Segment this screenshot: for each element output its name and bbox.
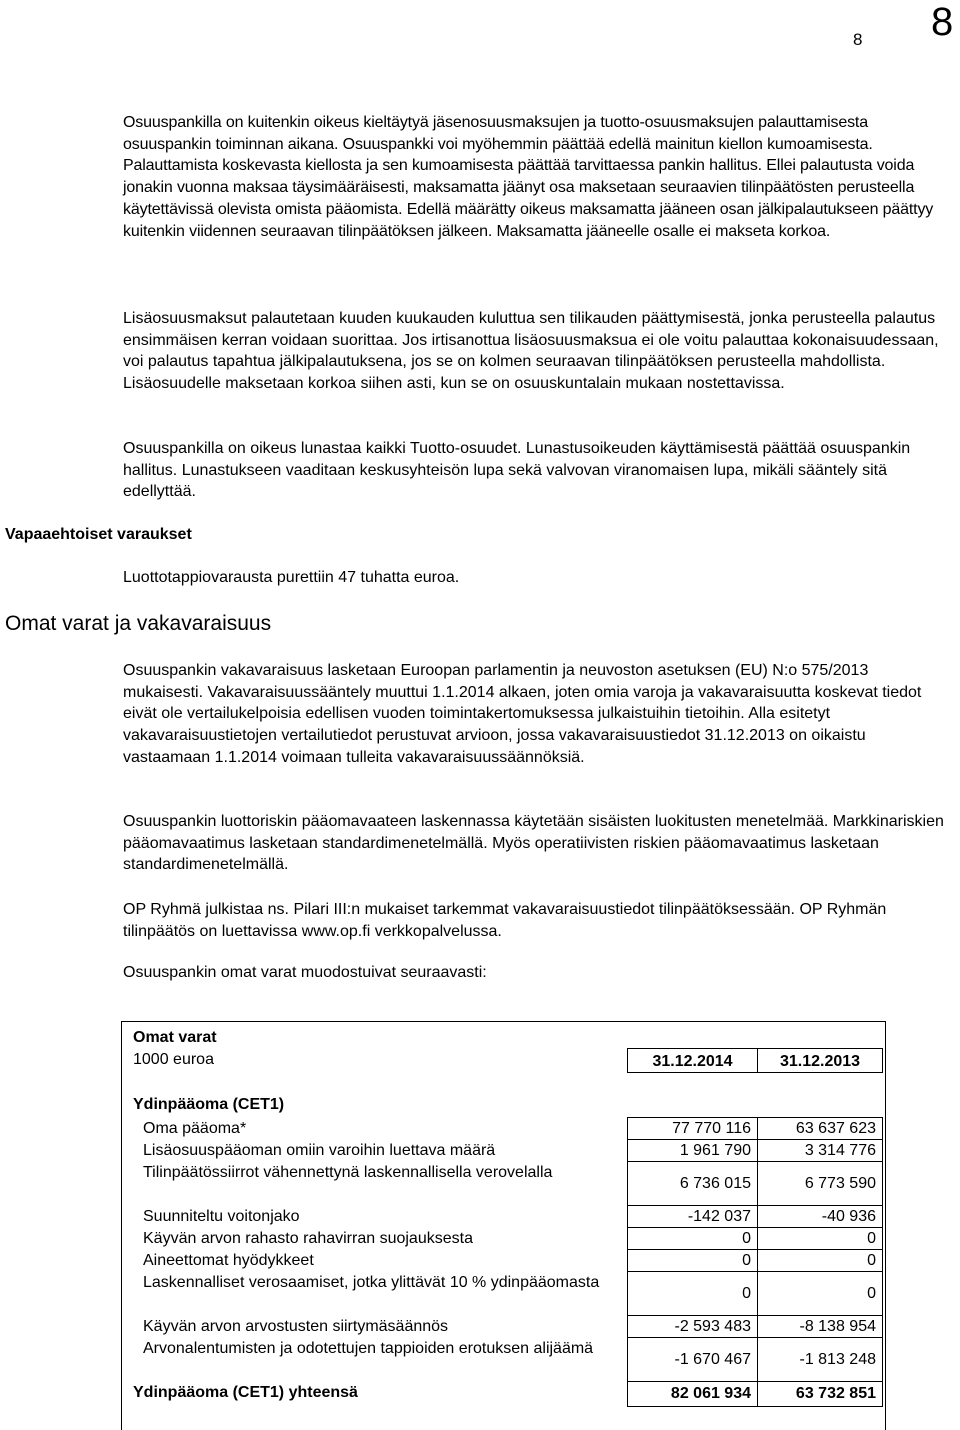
table-row-label: Tilinpäätössiirrot vähennettynä laskennallisella verovelalla xyxy=(143,1164,553,1181)
table-unit: 1000 euroa xyxy=(133,1051,214,1068)
table-cell-2014: 1 961 790 xyxy=(627,1139,758,1162)
paragraph-luottoriski: Osuuspankin luottoriskin pääomavaateen laskennassa käytetään sisäisten luokitusten menetelmää. Markkinariskien pääomavaatimus lasketaan standardimenetelmällä. Myös operatiivisten riskien pääomavaatimus lasketaan standardimenetelmällä. xyxy=(123,813,944,874)
paragraph-tuotto-osuudet: Osuuspankilla on oikeus lunastaa kaikki Tuotto-osuudet. Lunastusoikeuden käyttämisestä päättää osuuspankin hallitus. Lunastukseen vaaditaan keskusyhteisön lupa sekä valvovan viranomaisen lupa, mikäli sääntely sitä edellyttää. xyxy=(123,440,911,501)
paragraph-omat-varat-intro: Osuuspankin omat varat muodostuivat seuraavasti: xyxy=(123,964,487,981)
table-cell-2014: 82 061 934 xyxy=(627,1381,758,1407)
table-title: Omat varat xyxy=(133,1029,217,1046)
table-cell-2014: -142 037 xyxy=(627,1205,758,1228)
paragraph-luottotappiovaraus: Luottotappiovarausta purettiin 47 tuhatta euroa. xyxy=(123,569,460,586)
paragraph-palautus-kielto: Osuuspankilla on kuitenkin oikeus kieltäytyä jäsenosuusmaksujen ja tuotto-osuusmaksujen palauttamisesta osuuspankin toiminnan aikana. Osuuspankki voi myöhemmin päättää edellä mainitun kiellon kumoamisesta. Palauttamista koskevasta kiellosta ja sen kumoamisesta päättää tarvittaessa pankin hallitus. Ellei palautusta voida jonakin vuonna maksaa täysimääräisesti, maksamatta jäänyt osa maksetaan seuraavien tilinpäätösten perusteella käytettävissä olevista omista pääomista. Edellä määrätty oikeus maksamatta jääneen osan jälkipalautukseen päättyy kuitenkin viidennen seuraavan tilinpäätöksen jälkeen. Maksamatta jääneelle osalle ei makseta korkoa. xyxy=(123,114,934,240)
page-number-small: 8 xyxy=(853,30,863,49)
paragraph-vakavaraisuus: Osuuspankin vakavaraisuus lasketaan Euroopan parlamentin ja neuvoston asetuksen (EU) N:o 575/2013 mukaisesti. Vakavaraisuussääntely muuttui 1.1.2014 alkaen, joten omia varoja ja vakavaraisuutta koskevat tiedot eivät ole vertailukelpoisia edellisen vuoden toimintakertomuksessa julkaistuihin tietoihin. Alla esitetyt vakavaraisuustietojen vertailutiedot perustuvat arvioon, jossa vakavaraisuustiedot 31.12.2013 on oikaistu vastaamaan 1.1.2014 voimaan tulleita vakavaraisuussäännöksiä. xyxy=(123,662,922,766)
table-cell-2013: -1 813 248 xyxy=(757,1337,883,1382)
table-row-label: Lisäosuuspääoman omiin varoihin luettava määrä xyxy=(143,1142,496,1159)
table-row-label: Suunniteltu voitonjako xyxy=(143,1208,300,1225)
page-number-large: 8 xyxy=(931,0,954,44)
table-cell-2014: 0 xyxy=(627,1271,758,1316)
table-row-label: Laskennalliset verosaamiset, jotka ylittävät 10 % ydinpääomasta xyxy=(143,1274,600,1291)
table-cell-2013: 0 xyxy=(757,1271,883,1316)
table-row-label: Käyvän arvon arvostusten siirtymäsäännös xyxy=(143,1318,449,1335)
table-cell-2013: 0 xyxy=(757,1227,883,1250)
table-cell-2013: 6 773 590 xyxy=(757,1161,883,1206)
table-cell-2013: 63 732 851 xyxy=(757,1381,883,1407)
table-cell-2014: 77 770 116 xyxy=(627,1117,758,1140)
heading-omat-varat: Omat varat ja vakavaraisuus xyxy=(5,612,272,635)
paragraph-lisaosuusmaksut: Lisäosuusmaksut palautetaan kuuden kuukauden kuluttua sen tilikauden päättymisestä, jonka perusteella palautus ensimmäisen kerran voidaan suorittaa. Jos irtisanottua lisäosuusmaksua ei ole voitu palauttaa kokonaisuudessaan, voi palautus tapahtua jälkipalautuksena, jos se on kolmen seuraavan tilinpäätöksen perusteella mahdollista. Lisäosuudelle maksetaan korkoa siihen asti, kun se on osuuskuntalain mukaan nostettavissa. xyxy=(123,310,939,393)
table-row-label: Oma pääoma* xyxy=(143,1120,247,1137)
column-header-2014: 31.12.2014 xyxy=(627,1048,758,1073)
heading-vapaaehtoiset-varaukset: Vapaaehtoiset varaukset xyxy=(5,526,192,543)
table-row-label: Arvonalentumisten ja odotettujen tappioiden erotuksen alijäämä xyxy=(143,1340,594,1357)
table-cell-2013: 0 xyxy=(757,1249,883,1272)
table-cell-2014: -1 670 467 xyxy=(627,1337,758,1382)
column-header-2013: 31.12.2013 xyxy=(757,1048,883,1073)
table-row-label: Käyvän arvon rahasto rahavirran suojauksesta xyxy=(143,1230,473,1247)
table-cell-2014: -2 593 483 xyxy=(627,1315,758,1338)
table-row-label: Aineettomat hyödykkeet xyxy=(143,1252,314,1269)
table-cell-2014: 0 xyxy=(627,1227,758,1250)
table-cell-2013: -8 138 954 xyxy=(757,1315,883,1338)
table-cell-2014: 0 xyxy=(627,1249,758,1272)
table-subheading: Ydinpääoma (CET1) xyxy=(133,1096,285,1113)
table-cell-2014: 6 736 015 xyxy=(627,1161,758,1206)
table-total-label: Ydinpääoma (CET1) yhteensä xyxy=(133,1384,358,1401)
table-cell-2013: 63 637 623 xyxy=(757,1117,883,1140)
paragraph-pilari-iii: OP Ryhmä julkistaa ns. Pilari III:n mukaiset tarkemmat vakavaraisuustiedot tilinpäätöksessään. OP Ryhmän tilinpäätös on luettavissa www.op.fi verkkopalvelussa. xyxy=(123,901,887,940)
table-cell-2013: -40 936 xyxy=(757,1205,883,1228)
table-cell-2013: 3 314 776 xyxy=(757,1139,883,1162)
